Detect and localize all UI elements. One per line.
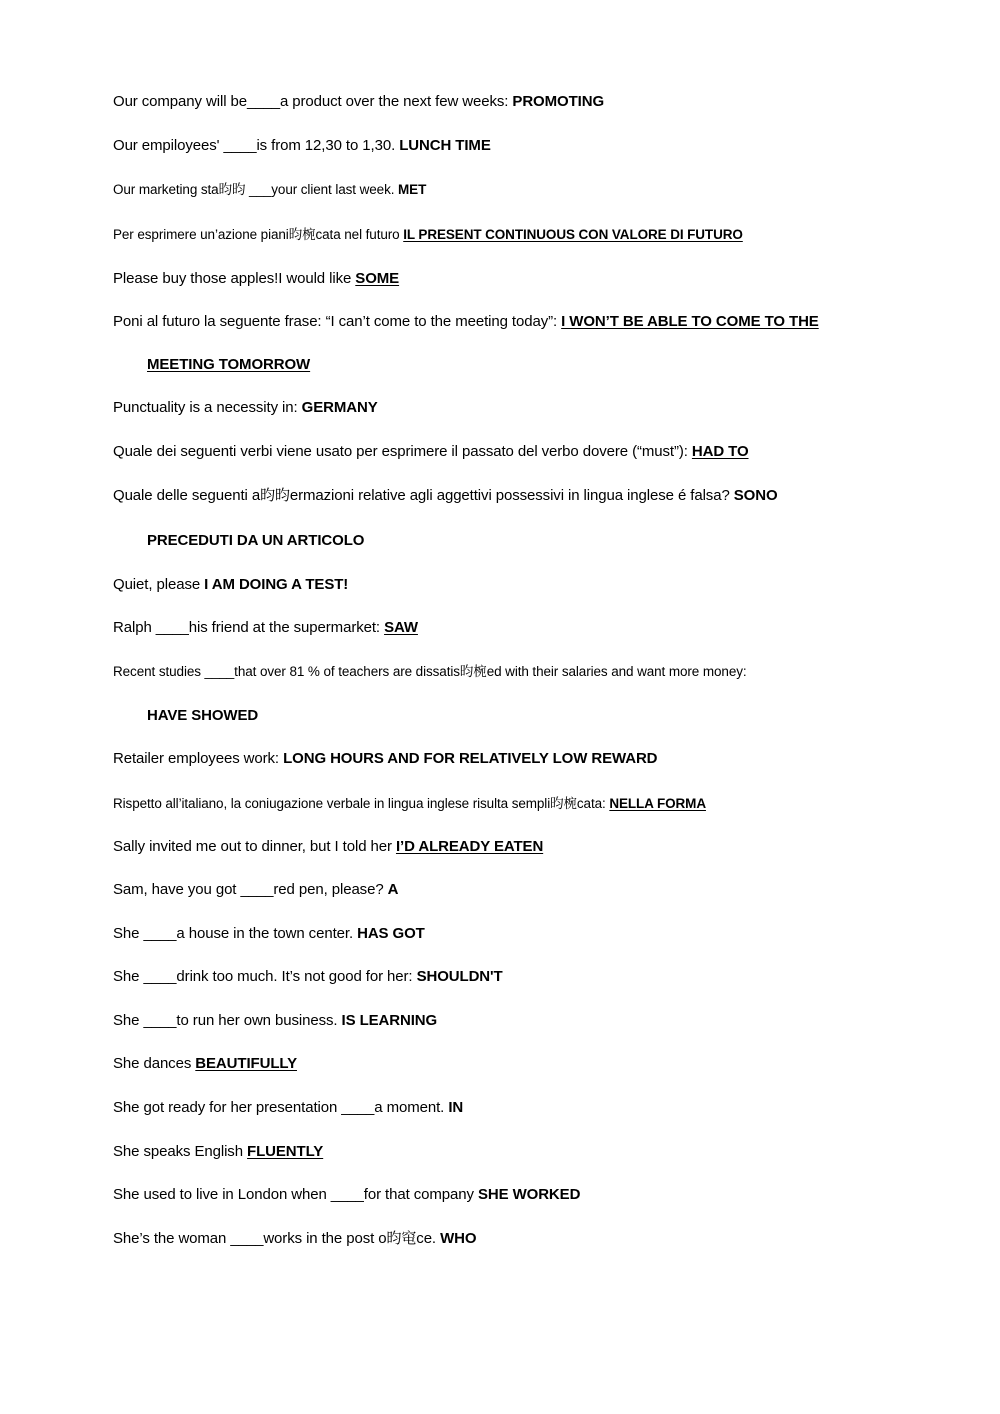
quiz-entry	[113, 180, 960, 200]
question-text: Sally invited me out to dinner, but I told her	[113, 838, 396, 855]
answer-text: HAS GOT	[357, 925, 425, 942]
question-text: Quale delle seguenti a昀昀ermazioni relative agli aggettivi possessivi in lingua inglese é falsa?	[113, 487, 734, 504]
answer-text: PROMOTING	[512, 93, 605, 110]
answer-text: MEETING TOMORROW	[147, 356, 311, 373]
answer-text: SOME	[355, 270, 400, 287]
answer-text: IL PRESENT CONTINUOUS CON VALORE DI FUTURO	[403, 227, 743, 242]
question-text: Quiet, please	[113, 576, 205, 593]
question-text: Recent studies ____that over 81 % of teachers are dissatis昀椀ed with their salaries and want more money:	[113, 664, 747, 679]
quiz-entry	[113, 662, 960, 682]
answer-text: SHE WORKED	[477, 1186, 581, 1203]
question-text: Ralph ____his friend at the supermarket:	[113, 619, 385, 636]
answer-text: WHO	[440, 1230, 477, 1247]
quiz-entry	[113, 575, 960, 595]
question-text: Our marketing sta昀昀 ___your client last week.	[113, 182, 399, 197]
answer-text: I WON’T BE ABLE TO COME TO THE	[561, 313, 819, 330]
quiz-entry	[113, 486, 960, 506]
question-text: Our company will be____a product over the next few weeks:	[113, 93, 513, 110]
question-text: She got ready for her presentation ____a moment.	[113, 1099, 449, 1116]
answer-text: HAD TO	[691, 443, 749, 460]
quiz-entry	[113, 1011, 960, 1031]
question-text: She speaks English	[113, 1143, 248, 1160]
answer-text: SONO	[733, 487, 778, 504]
answer-text: IS LEARNING	[341, 1012, 438, 1029]
question-text: She dances	[113, 1055, 196, 1072]
quiz-entry	[113, 618, 960, 638]
quiz-entry	[113, 880, 960, 900]
answer-text: NELLA FORMA	[609, 796, 706, 811]
answer-text: FLUENTLY	[247, 1143, 324, 1160]
quiz-entry	[113, 1142, 960, 1162]
answer-text: LUNCH TIME	[399, 137, 491, 154]
question-text: Our empiloyees' ____is from 12,30 to 1,30.	[113, 137, 400, 154]
quiz-entry	[113, 1229, 960, 1249]
quiz-entry	[113, 398, 960, 418]
quiz-entry	[113, 225, 960, 245]
answer-text: SAW	[384, 619, 418, 636]
question-text: Quale dei seguenti verbi viene usato per esprimere il passato del verbo dovere (“must”):	[113, 443, 692, 460]
answer-text: I’D ALREADY EATEN	[395, 838, 544, 855]
question-text: Rispetto all’italiano, la coniugazione verbale in lingua inglese risulta sempli昀椀cata:	[113, 796, 610, 811]
quiz-entry	[113, 924, 960, 944]
question-text: Please buy those apples!I would like	[113, 270, 356, 287]
quiz-entry	[113, 136, 960, 156]
quiz-entry	[113, 794, 960, 814]
question-text: She’s the woman ____works in the post o昀窀ce.	[113, 1230, 441, 1247]
answer-text: BEAUTIFULLY	[195, 1055, 297, 1072]
quiz-entry	[113, 92, 960, 112]
answer-text: PRECEDUTI DA UN ARTICOLO	[147, 532, 365, 549]
quiz-entry	[113, 837, 960, 857]
question-text: Retailer employees work:	[113, 750, 284, 767]
answer-text: IN	[448, 1099, 464, 1116]
answer-text: SHOULDN'T	[416, 968, 503, 985]
answer-text: MET	[398, 182, 427, 197]
quiz-entry	[113, 1098, 960, 1118]
answer-text: LONG HOURS AND FOR RELATIVELY LOW REWARD	[283, 750, 658, 767]
question-text: Sam, have you got ____red pen, please?	[113, 881, 388, 898]
quiz-entry-continuation	[147, 355, 960, 375]
question-text: She ____to run her own business.	[113, 1012, 342, 1029]
quiz-entry	[113, 269, 960, 289]
question-text: She used to live in London when ____for that company	[113, 1186, 478, 1203]
answer-text: GERMANY	[301, 399, 378, 416]
quiz-entry	[113, 1054, 960, 1074]
quiz-entry-continuation	[147, 531, 960, 551]
quiz-entry	[113, 749, 960, 769]
quiz-entry	[113, 967, 960, 987]
quiz-entry	[113, 312, 960, 332]
answer-text: I AM DOING A TEST!	[204, 576, 349, 593]
question-text: She ____a house in the town center.	[113, 925, 358, 942]
quiz-entry	[113, 442, 960, 462]
answer-text: HAVE SHOWED	[147, 707, 259, 724]
quiz-entry	[113, 1185, 960, 1205]
question-text: Per esprimere un’azione piani昀椀cata nel futuro	[113, 227, 404, 242]
question-text: She ____drink too much. It’s not good for her:	[113, 968, 417, 985]
answer-text: A	[387, 881, 399, 898]
question-text: Poni al futuro la seguente frase: “I can’t come to the meeting today”:	[113, 313, 562, 330]
question-text: Punctuality is a necessity in:	[113, 399, 302, 416]
quiz-entry-continuation	[147, 706, 960, 726]
